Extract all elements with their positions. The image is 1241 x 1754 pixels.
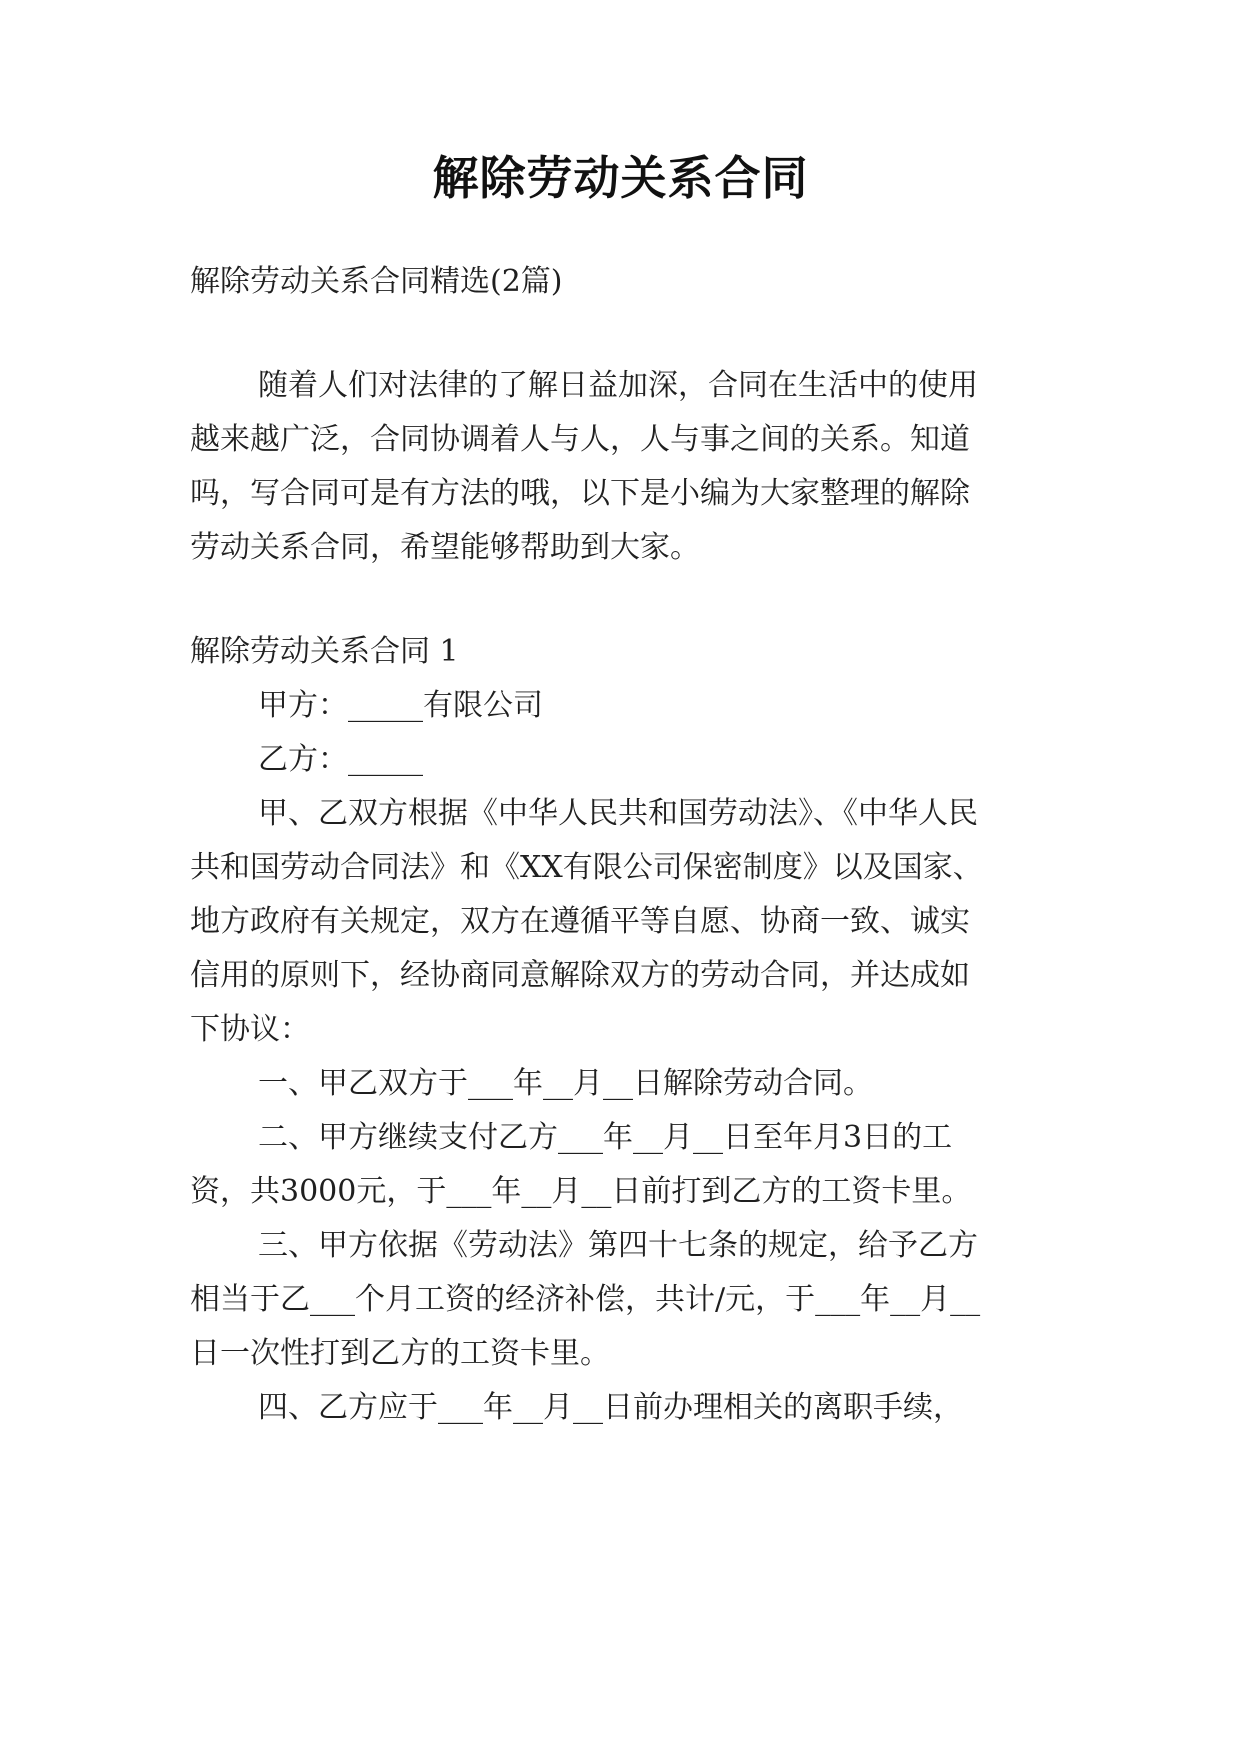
intro-line: 随着人们对法律的了解日益加深，合同在生活中的使用 (258, 368, 978, 403)
party-b-line: 乙方：_____ (258, 742, 423, 777)
clause-2-line: 资，共3000元，于___年__月__日前打到乙方的工资卡里。 (190, 1174, 972, 1209)
preamble-line: 甲、乙双方根据《中华人民共和国劳动法》、《中华人民 (258, 796, 978, 831)
clause-3-line: 日一次性打到乙方的工资卡里。 (190, 1336, 610, 1371)
intro-line: 吗，写合同可是有方法的哦，以下是小编为大家整理的解除 (190, 476, 970, 511)
document-subtitle: 解除劳动关系合同精选(2篇) (190, 264, 563, 299)
clause-4-line: 四、乙方应于___年__月__日前办理相关的离职手续， (258, 1390, 963, 1425)
clause-1-line: 一、甲乙双方于___年__月__日解除劳动合同。 (258, 1066, 873, 1101)
clause-2-line: 二、甲方继续支付乙方___年__月__日至年月3日的工 (258, 1120, 953, 1155)
party-a-line: 甲方：_____有限公司 (258, 688, 543, 723)
preamble-line: 下协议： (190, 1012, 310, 1047)
clause-3-line: 三、甲方依据《劳动法》第四十七条的规定，给予乙方 (258, 1228, 978, 1263)
preamble-line: 地方政府有关规定，双方在遵循平等自愿、协商一致、诚实 (190, 904, 970, 939)
intro-line: 越来越广泛，合同协调着人与人，人与事之间的关系。知道 (190, 422, 970, 457)
clause-3-line: 相当于乙___个月工资的经济补偿，共计/元，于___年__月__ (190, 1282, 981, 1317)
section-heading: 解除劳动关系合同 1 (190, 634, 459, 669)
document-title: 解除劳动关系合同 (432, 151, 809, 205)
intro-line: 劳动关系合同，希望能够帮助到大家。 (190, 530, 700, 565)
preamble-line: 共和国劳动合同法》和《XX有限公司保密制度》以及国家、 (190, 850, 983, 885)
preamble-line: 信用的原则下，经协商同意解除双方的劳动合同，并达成如 (190, 958, 970, 993)
